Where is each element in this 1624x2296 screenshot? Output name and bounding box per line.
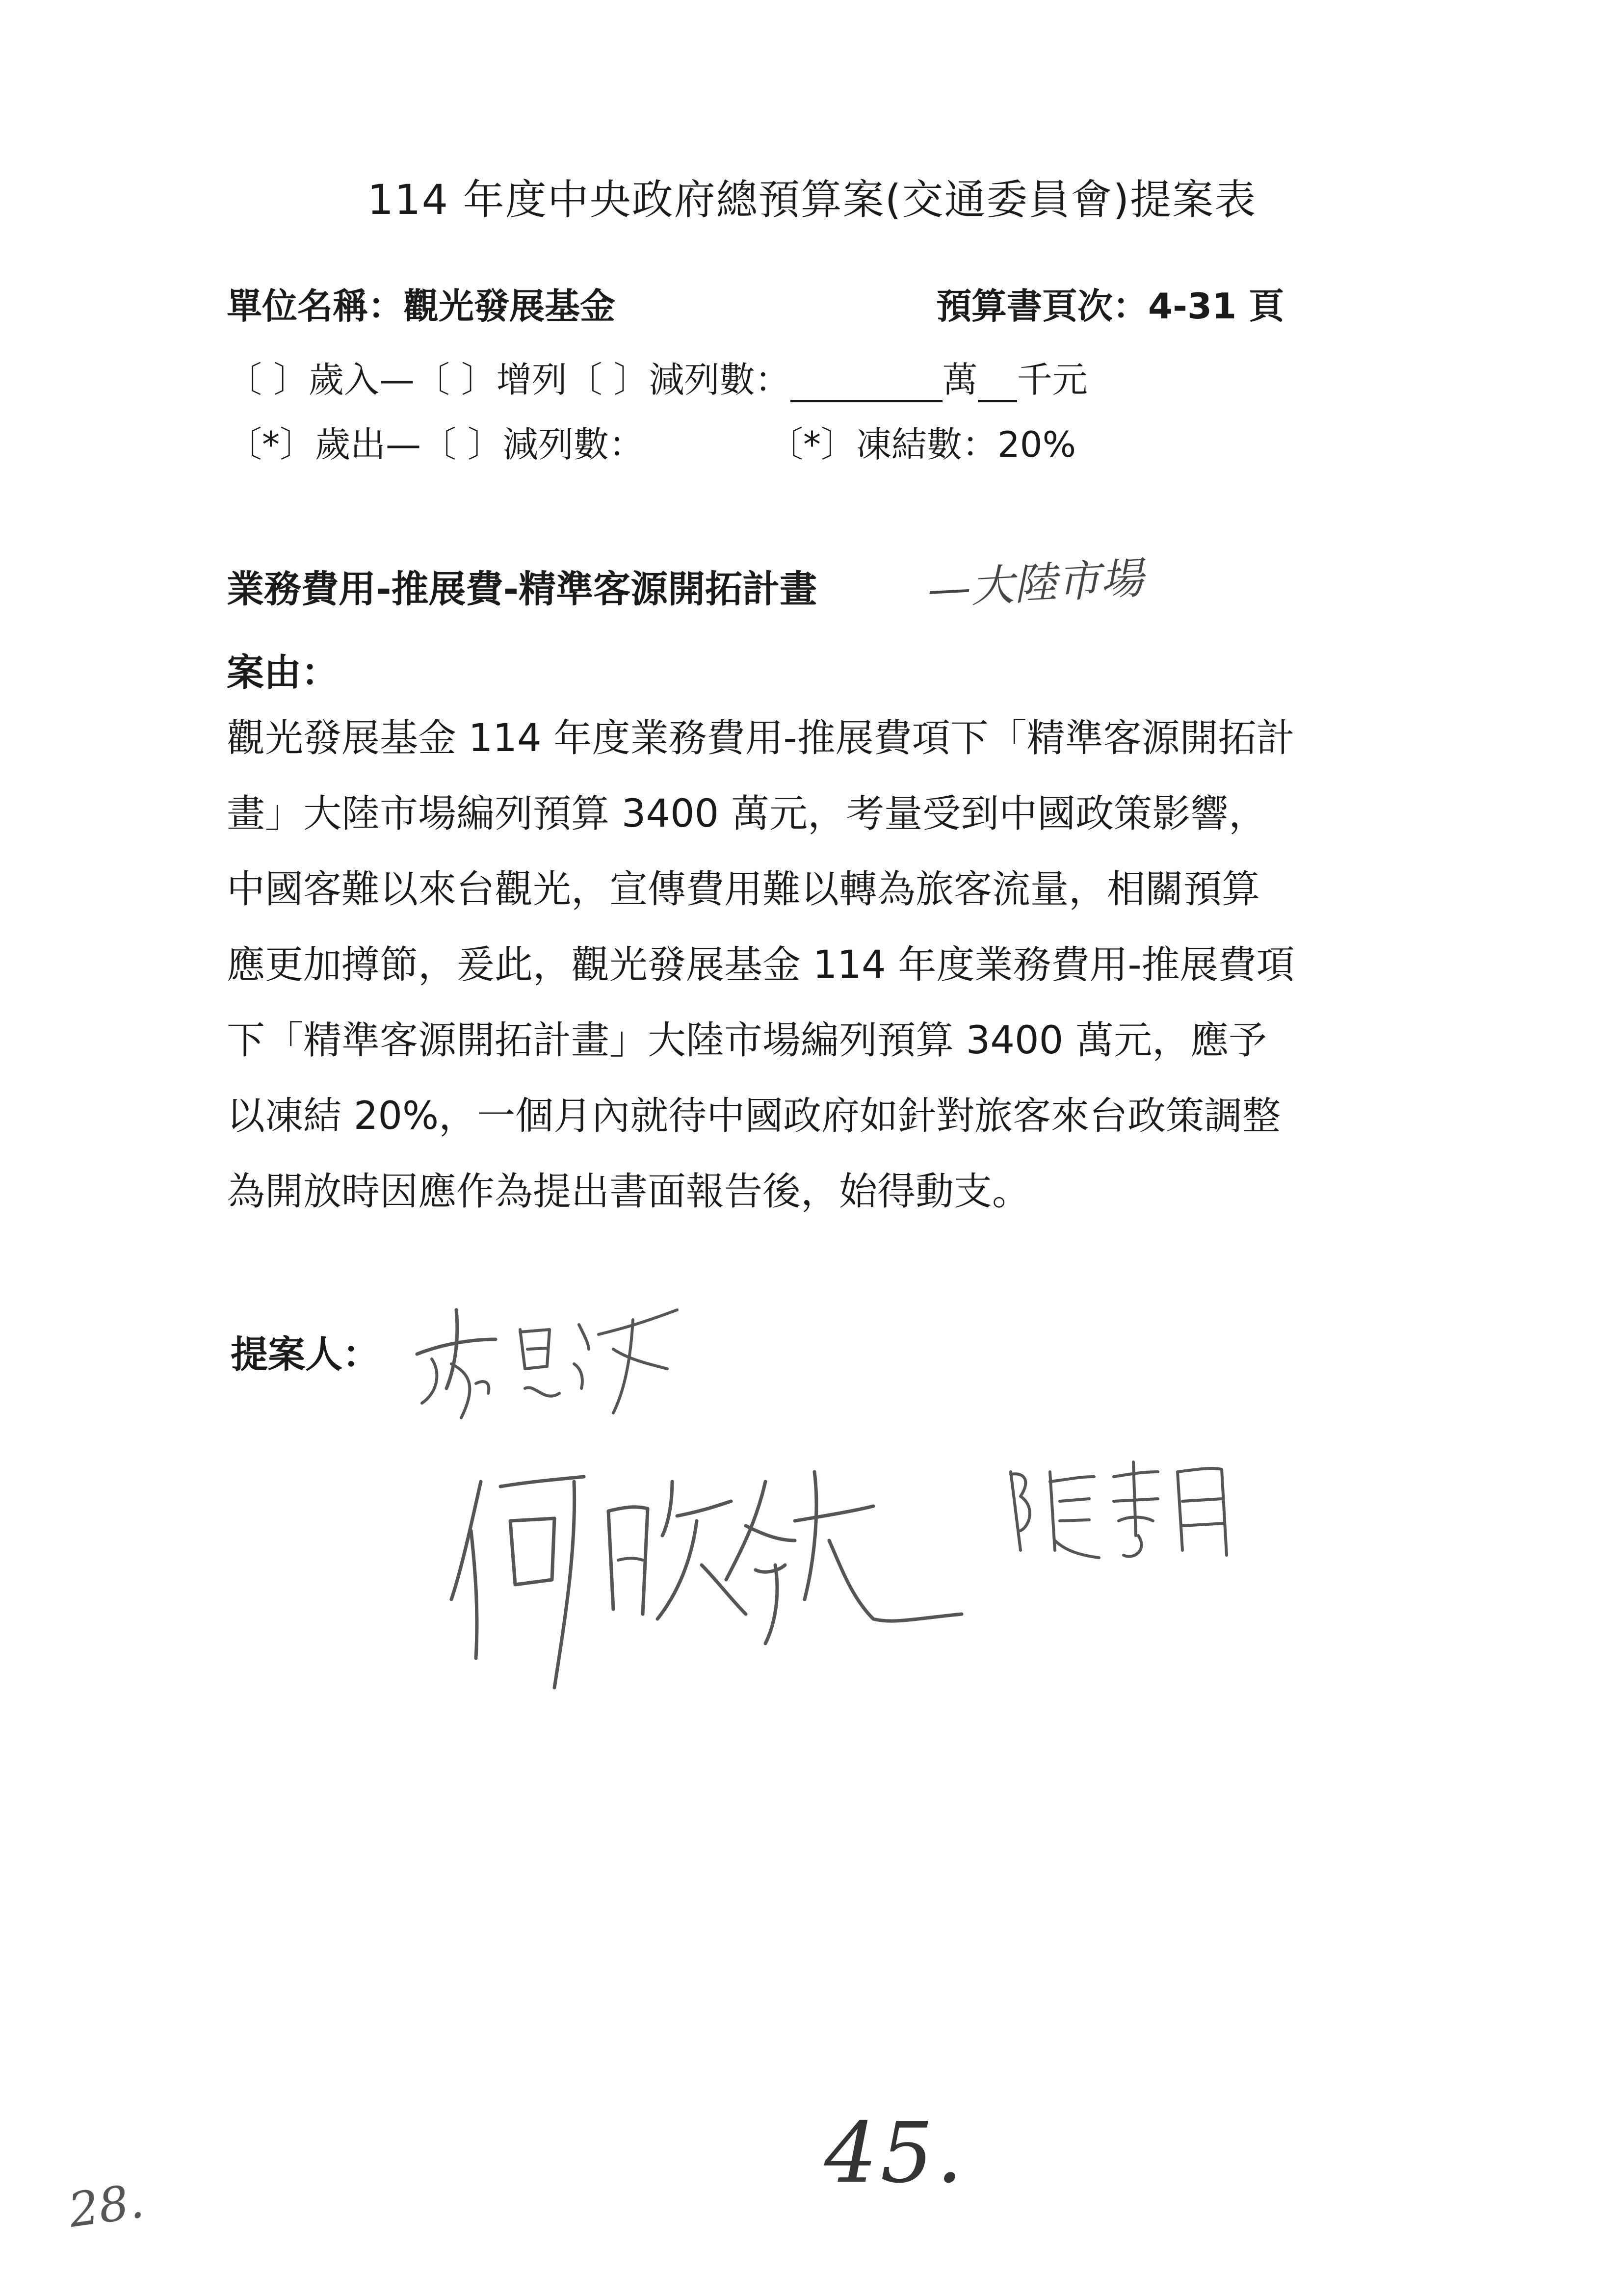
page-title: 114 年度中央政府總預算案(交通委員會)提案表 (367, 176, 1257, 224)
reason-line: 下「精準客源開拓計畫」大陸市場編列預算 3400 萬元，應予 (227, 1018, 1267, 1063)
signature-1 (402, 1290, 697, 1428)
proposer-label: 提案人： (231, 1332, 380, 1376)
unit-wan: 萬 (942, 359, 978, 400)
handwritten-page-number: 45. (824, 2105, 966, 2202)
reason-line: 觀光發展基金 114 年度業務費用-推展費項下「精準客源開拓計 (227, 716, 1295, 760)
budget-page-ref: 預算書頁次：4-31 頁 (936, 286, 1284, 327)
reason-label: 案由： (227, 651, 339, 694)
reason-line: 為開放時因應作為提出書面報告後，始得動支。 (227, 1170, 1031, 1214)
freeze-amount: 〔*〕凍結數：20% (768, 424, 1076, 465)
reason-line: 中國客難以來台觀光，宣傳費用難以轉為旅客流量，相關預算 (227, 867, 1260, 912)
reason-line: 畫」大陸市場編列預算 3400 萬元，考量受到中國政策影響， (227, 792, 1267, 836)
amount-blank (790, 370, 943, 402)
handwritten-market-note: —大陸市場 (926, 552, 1145, 615)
unit-qian: 千元 (1017, 359, 1088, 400)
amount-blank-small (978, 370, 1017, 402)
item-heading: 業務費用-推展費-精準客源開拓計畫 (227, 567, 817, 611)
reason-text (227, 701, 1295, 1229)
handwritten-margin-note: 28. (65, 2173, 147, 2239)
income-row-label: 〔 〕歲入—〔 〕增列〔 〕減列數： (227, 359, 790, 400)
signature-3 (1001, 1452, 1256, 1570)
expense-row: 〔*〕歲出—〔 〕減列數： (227, 424, 644, 465)
reason-line: 以凍結 20%，一個月內就待中國政府如針對旅客來台政策調整 (227, 1094, 1281, 1138)
income-row (227, 351, 1088, 402)
signature-2 (442, 1452, 991, 1707)
reason-line: 應更加撙節，爰此，觀光發展基金 114 年度業務費用-推展費項 (227, 943, 1295, 987)
unit-name: 單位名稱：觀光發展基金 (227, 286, 616, 327)
